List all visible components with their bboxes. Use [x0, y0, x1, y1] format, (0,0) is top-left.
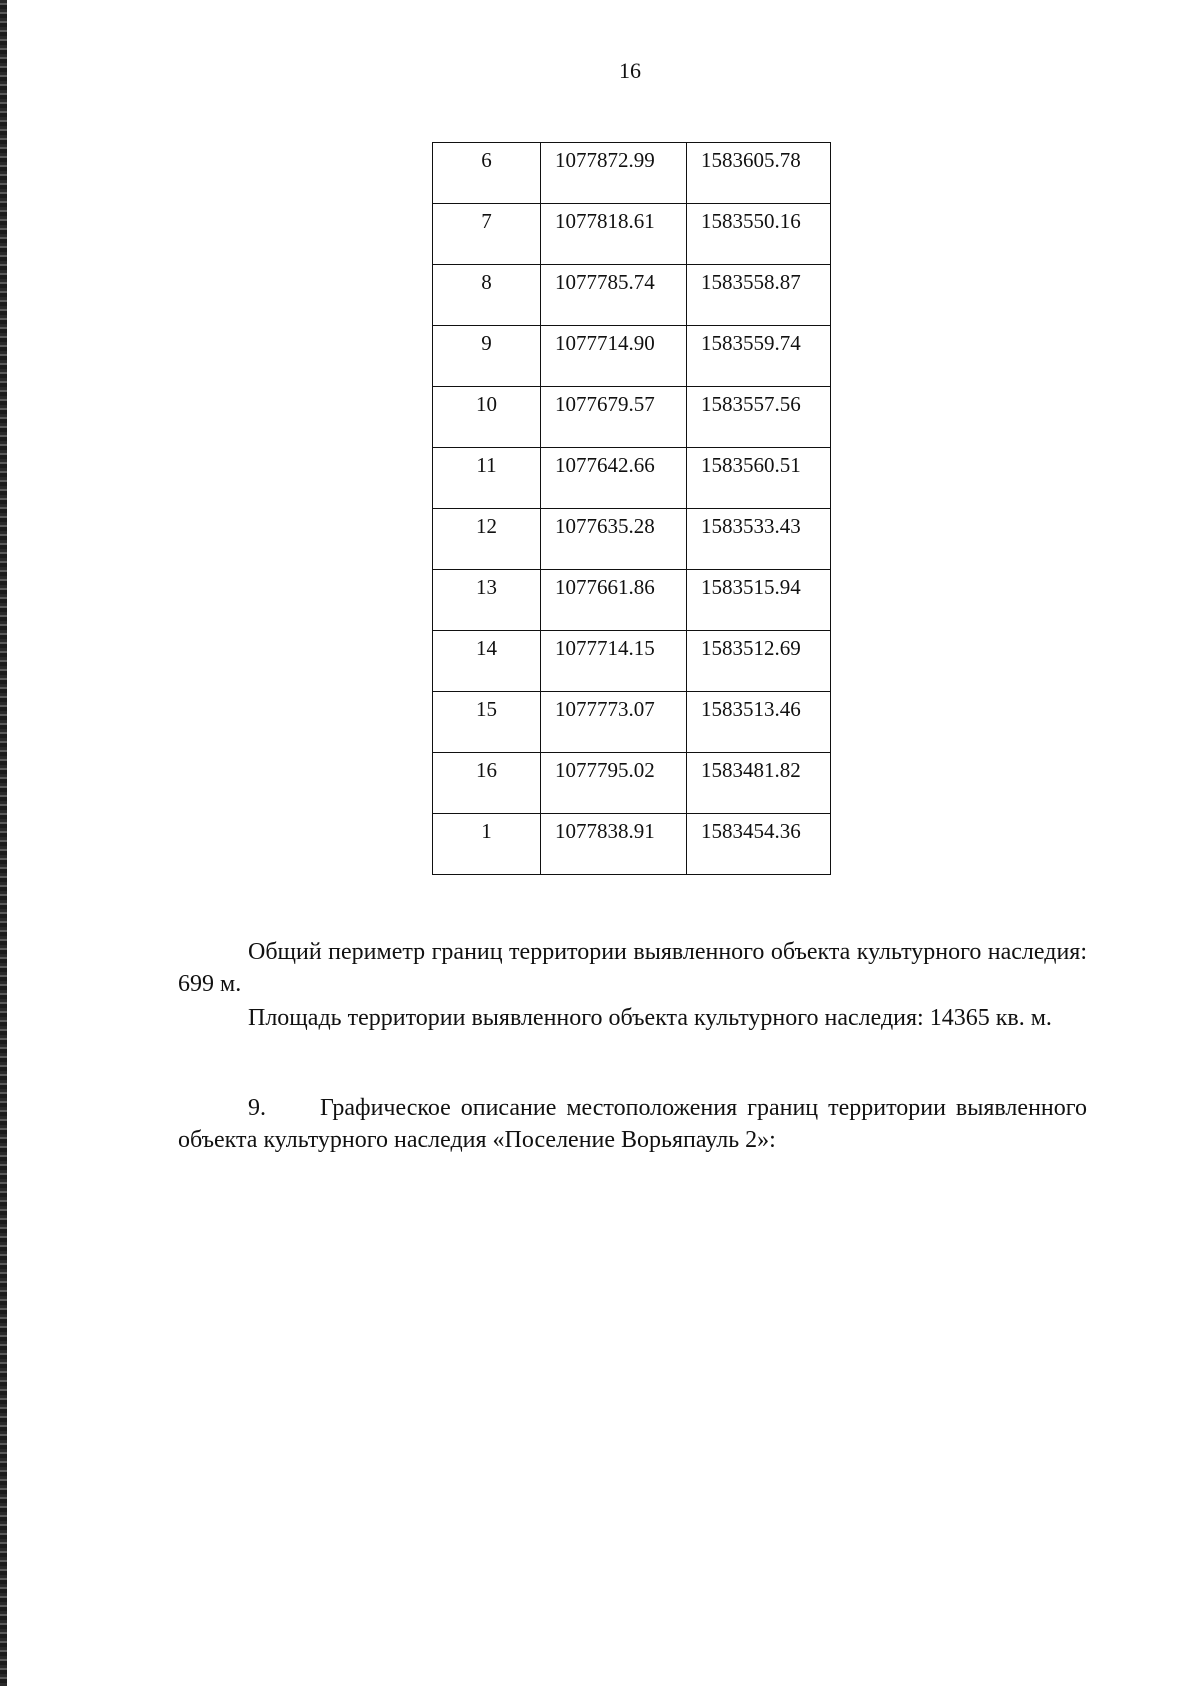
table-row [433, 692, 831, 753]
y-coordinate-cell: 1583560.51 [687, 448, 831, 509]
page-number: 16 [619, 58, 641, 83]
point-cell: 6 [433, 143, 541, 204]
x-coordinate-cell: 1077785.74 [541, 265, 687, 326]
y-coordinate-cell: 1583481.82 [687, 753, 831, 814]
x-coordinate-cell: 1077661.86 [541, 570, 687, 631]
coordinates-table [432, 142, 831, 875]
x-coordinate-cell: 1077642.66 [541, 448, 687, 509]
x-coordinate-cell: 1077679.57 [541, 387, 687, 448]
section-text: Графическое описание местоположения границ территории выявленного объекта культурного наследия «Поселение Ворьяпауль 2»: [178, 1095, 1087, 1153]
table-row [433, 753, 831, 814]
y-coordinate-cell: 1583533.43 [687, 509, 831, 570]
point-cell: 12 [433, 509, 541, 570]
table-row [433, 814, 831, 875]
point-cell: 13 [433, 570, 541, 631]
y-coordinate-cell: 1583559.74 [687, 326, 831, 387]
x-coordinate-cell: 1077714.90 [541, 326, 687, 387]
point-cell: 14 [433, 631, 541, 692]
y-coordinate-cell: 1583454.36 [687, 814, 831, 875]
table-row [433, 631, 831, 692]
point-cell: 1 [433, 814, 541, 875]
section-9-paragraph [178, 1092, 1087, 1156]
table-row [433, 204, 831, 265]
x-coordinate-cell: 1077872.99 [541, 143, 687, 204]
scan-edge [0, 0, 7, 1686]
coordinates-table-body [433, 143, 831, 875]
point-cell: 9 [433, 326, 541, 387]
point-cell: 16 [433, 753, 541, 814]
x-coordinate-cell: 1077818.61 [541, 204, 687, 265]
y-coordinate-cell: 1583558.87 [687, 265, 831, 326]
y-coordinate-cell: 1583550.16 [687, 204, 831, 265]
section-number: 9. [248, 1095, 266, 1121]
x-coordinate-cell: 1077773.07 [541, 692, 687, 753]
y-coordinate-cell: 1583513.46 [687, 692, 831, 753]
area-paragraph: Площадь территории выявленного объекта культурного наследия: 14365 кв. м. [248, 1005, 1052, 1031]
perimeter-paragraph: Общий периметр границ территории выявленного объекта культурного наследия: 699 м. [178, 939, 1087, 997]
y-coordinate-cell: 1583605.78 [687, 143, 831, 204]
point-cell: 7 [433, 204, 541, 265]
table-row [433, 387, 831, 448]
table-row [433, 570, 831, 631]
point-cell: 11 [433, 448, 541, 509]
x-coordinate-cell: 1077795.02 [541, 753, 687, 814]
table-row [433, 265, 831, 326]
point-cell: 15 [433, 692, 541, 753]
x-coordinate-cell: 1077714.15 [541, 631, 687, 692]
x-coordinate-cell: 1077635.28 [541, 509, 687, 570]
point-cell: 10 [433, 387, 541, 448]
x-coordinate-cell: 1077838.91 [541, 814, 687, 875]
table-row [433, 143, 831, 204]
y-coordinate-cell: 1583512.69 [687, 631, 831, 692]
y-coordinate-cell: 1583557.56 [687, 387, 831, 448]
y-coordinate-cell: 1583515.94 [687, 570, 831, 631]
table-row [433, 509, 831, 570]
table-row [433, 448, 831, 509]
table-row [433, 326, 831, 387]
point-cell: 8 [433, 265, 541, 326]
